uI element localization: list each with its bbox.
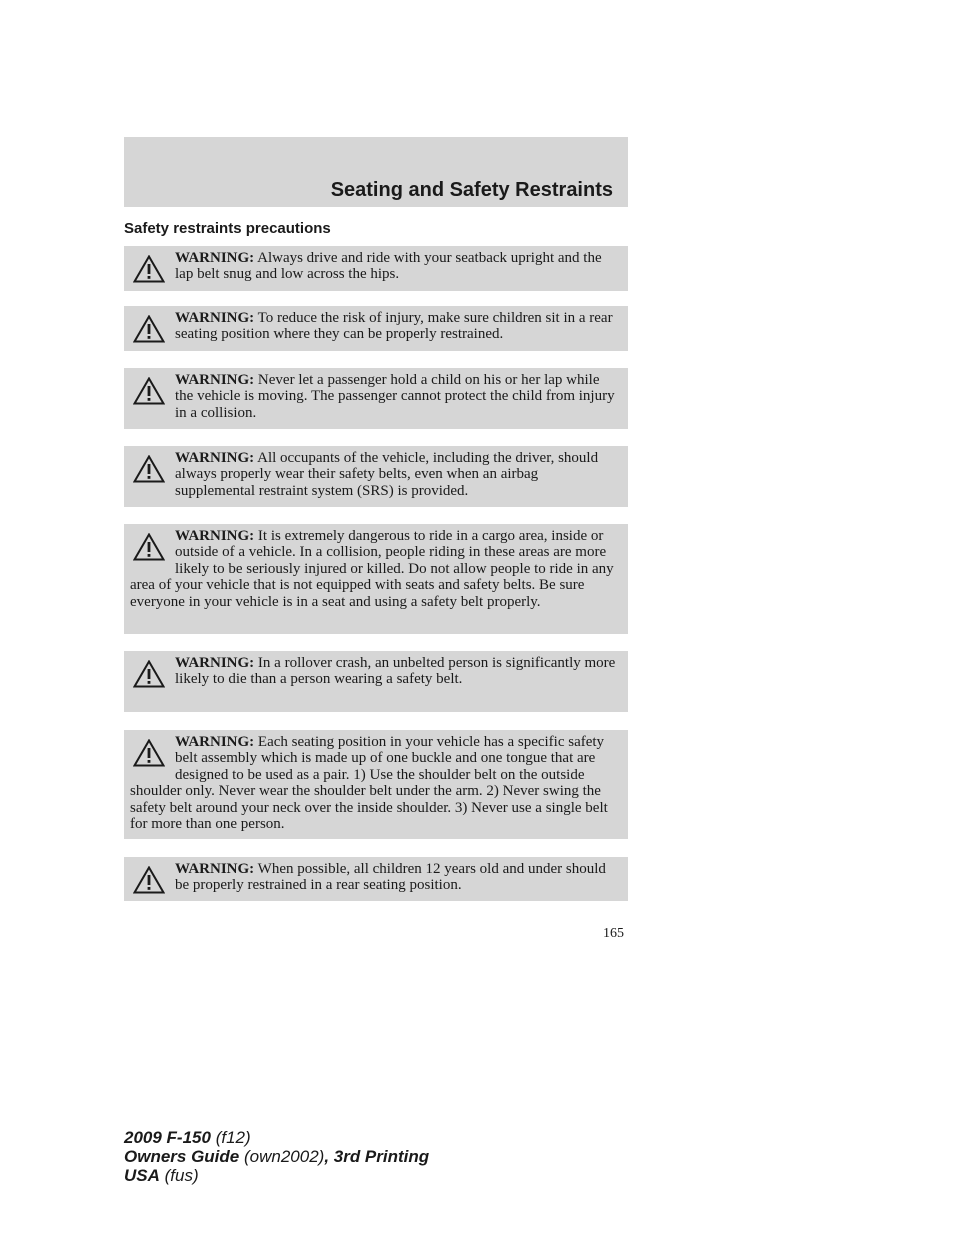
warning-label: WARNING: [175, 372, 255, 388]
page-number: 165 [603, 926, 624, 941]
chapter-title: Seating and Safety Restraints [330, 179, 613, 201]
warning-triangle-icon [133, 866, 165, 894]
warning-triangle-icon [133, 533, 165, 561]
warning-box [124, 730, 628, 839]
warning-body: Each seating position in your vehicle has a specific safety belt assembly which is made up of one buckle and one tongue that are designed to be used as a pair. 1) Use the shoulder belt on the outside shoulder only. Never wear the shoulder belt under the arm. 2) Never swing the safety belt around your neck over the inside shoulder. 3) Never use a single belt for more than one person. [130, 734, 608, 833]
warning-text [130, 655, 620, 688]
warning-triangle-icon [133, 255, 165, 283]
footer-printing: , 3rd Printing [324, 1147, 430, 1166]
footer-line-model [124, 1128, 429, 1147]
warning-box [124, 246, 628, 291]
document-footer [124, 1128, 429, 1185]
warning-body: Always drive and ride with your seatback upright and the lap belt snug and low across the hips. [175, 250, 602, 283]
section-heading: Safety restraints precautions [124, 220, 331, 237]
warning-triangle-icon [133, 660, 165, 688]
warning-body: It is extremely dangerous to ride in a cargo area, inside or outside of a vehicle. In a collision, people riding in these areas are more likely to be seriously injured or killed. Do not allow people to ride in any area of your vehicle that is not equipped with seats and safety belts. Be sure everyone in your vehicle is in a seat and using a safety belt properly. [130, 528, 614, 610]
warning-box [124, 857, 628, 901]
footer-line-guide [124, 1147, 429, 1166]
footer-line-market [124, 1166, 429, 1185]
warning-box [124, 306, 628, 351]
footer-model: 2009 F-150 [124, 1128, 211, 1147]
warning-box [124, 446, 628, 507]
warning-text [130, 250, 620, 283]
footer-model-code: (f12) [215, 1128, 251, 1147]
footer-guide: Owners Guide [124, 1147, 240, 1166]
footer-market-code: (fus) [164, 1166, 199, 1185]
warning-triangle-icon [133, 315, 165, 343]
warning-label: WARNING: [175, 734, 255, 750]
warning-label: WARNING: [175, 861, 255, 877]
warning-box [124, 651, 628, 712]
warning-text [130, 450, 620, 499]
footer-guide-code: (own2002) [243, 1147, 325, 1166]
chapter-header [124, 137, 628, 207]
warning-body: In a rollover crash, an unbelted person is significantly more likely to die than a person wearing a safety belt. [175, 655, 616, 688]
footer-market: USA [124, 1166, 160, 1185]
warning-triangle-icon [133, 739, 165, 767]
warning-label: WARNING: [175, 450, 255, 466]
warning-text [130, 734, 620, 832]
warning-triangle-icon [133, 455, 165, 483]
warning-box [124, 368, 628, 429]
warning-text [130, 861, 620, 894]
warning-body: To reduce the risk of injury, make sure children sit in a rear seating position where they can be properly restrained. [175, 310, 613, 343]
warning-label: WARNING: [175, 250, 255, 266]
warning-body: When possible, all children 12 years old and under should be properly restrained in a rear seating position. [175, 861, 606, 894]
warning-text [130, 310, 620, 343]
warning-label: WARNING: [175, 655, 255, 671]
warning-label: WARNING: [175, 310, 255, 326]
warning-triangle-icon [133, 377, 165, 405]
warning-text [130, 372, 620, 421]
warning-label: WARNING: [175, 528, 255, 544]
warning-body: All occupants of the vehicle, including the driver, should always properly wear their safety belts, even when an airbag supplemental restraint system (SRS) is provided. [175, 450, 599, 499]
warning-text [130, 528, 620, 610]
warning-box [124, 524, 628, 634]
warning-body: Never let a passenger hold a child on his or her lap while the vehicle is moving. The passenger cannot protect the child from injury in a collision. [175, 372, 615, 421]
